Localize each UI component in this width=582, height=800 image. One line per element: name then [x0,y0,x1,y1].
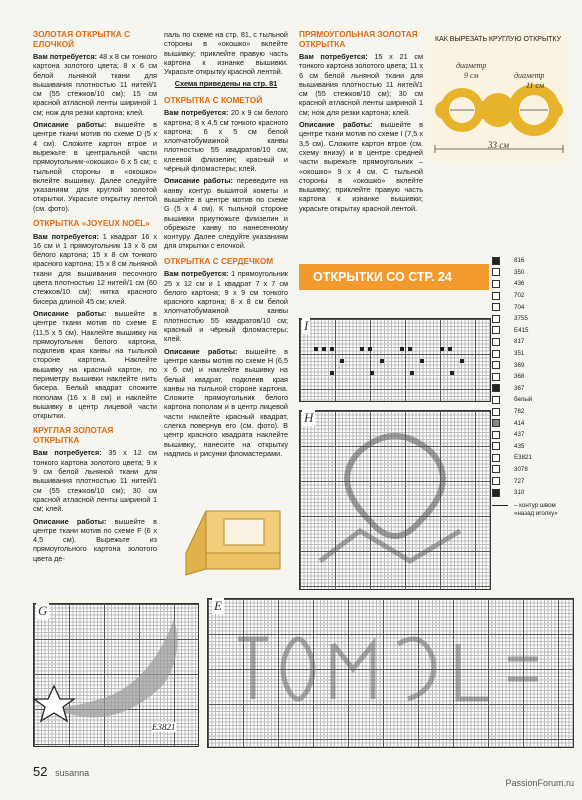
legend-row [492,359,572,371]
text: 1 прямоугольник 25 х 12 см и 1 квадрат 7 х 7 см белого картона; 9 х 9 см тонкого красного картона; 8 х 8 см белой хлопчатобумажной канвы плотностью 55 квадратов/10 см; красный и чёрный фломастеры; клей. [164,269,288,344]
legend-row [492,429,572,441]
legend-code: 351 [514,350,525,358]
legend-code: E415 [514,326,529,334]
legend-row [492,290,572,302]
legend-code: 310 [514,489,525,497]
swatch [492,292,500,300]
text: вышейте в центре канвы мотив по схеме H (6,5 х 6 см) и наклейте вышивку на белый квадрат, подклеив края канвы на тыльной стороне картона. Сложите прямоугольник белого картона пополам и в центр лицевой части наклейте красный квадрат, слегка повернув его (см. фото). В центр красного квадрата наклейте вышивку; нанесите на открытку надпись и рисунки фломастерами. [164,346,288,458]
chart-i-motif [300,319,490,401]
section-title: КРУГЛАЯ ЗОЛОТАЯ ОТКРЫТКА [33,425,114,445]
diameter-label-1: диаметр [456,61,487,70]
label: Описание работы: [33,308,107,318]
legend-code: 369 [514,361,525,369]
text: вышейте в центре ткани мотив по схеме F (6 х 4,5 см). Вырежьте из прямоугольного картона золотого цвета де- [33,516,157,563]
legend-row [492,406,572,418]
legend-row [492,383,572,395]
swatch [492,268,500,276]
cut-diagram-title: КАК ВЫРЕЗАТЬ КРУГЛУЮ ОТКРЫТКУ [435,36,562,43]
section-title: ЗОЛОТАЯ ОТКРЫТКА С ЕЛОЧКОЙ [33,29,131,49]
legend-code: 437 [514,431,525,439]
label: Вам потребуется: [164,269,229,279]
chart-h-label: H [304,410,314,425]
swatch [492,419,500,427]
section-title: ОТКРЫТКА С СЕРДЕЧКОМ [164,255,274,266]
swatch [492,489,500,497]
chart-i [299,318,491,402]
chart-e [207,598,574,748]
swatch [492,396,500,404]
legend-code: 762 [514,408,525,416]
swatch [492,280,500,288]
section-title: ОТКРЫТКА С КОМЕТОЙ [164,94,263,105]
swatch [492,373,500,381]
legend-code: 704 [514,303,525,311]
legend [492,255,572,517]
swatch [492,477,500,485]
page-number: 52 [33,764,48,779]
swatch [492,454,500,462]
diameter-value-2: 11 см [526,81,545,90]
swatch [492,315,500,323]
chart-g-label: G [38,603,48,618]
legend-row [492,301,572,313]
text: 35 х 12 см тонкого картона золотого цвета; 9 х 9 см белой льняной ткани для вышивания плотностью 11 нитей/1 см (55 стежков/10 см); 30 см красной атласной ленты шириной 1 см; клей. [33,448,157,514]
legend-row [492,278,572,290]
text: вышейте в центре ткани мотив по схеме D (5 х 4 см). Сложите картон втрое и вырежьте в центральной части прямоугольник-«окошко» 6 х 5 см; с тыльной стороны в «окошко» вклейте вышивку. Далее следуйте указаниям для круглой золотой открытки. Украсьте открытку лентой (см. фото). [33,120,157,213]
text: паль по схеме на стр. 81, с тыльной стороны в «окошко» вклейте вышивку; приклейте правую часть картона к изнанке вышивки. Украсьте открытку красной лентой. [164,30,288,77]
chart-e-motif [208,599,573,747]
legend-code: 367 [514,384,525,392]
swatch [492,361,500,369]
chart-g [33,603,199,747]
legend-code: 702 [514,292,525,300]
swatch [492,384,500,392]
legend-code: 3755 [514,315,528,323]
outline-line-icon [492,505,508,506]
legend-row [492,267,572,279]
swatch [492,257,500,265]
swatch [492,465,500,473]
label: Вам потребуется: [33,52,98,61]
legend-outline-note [492,502,572,517]
legend-code: 436 [514,280,525,288]
column-2 [164,30,288,461]
legend-row [492,348,572,360]
chart-i-label: I [304,318,309,333]
chart-h [299,410,491,590]
legend-code: E3821 [514,454,532,462]
legend-code: белый [514,396,533,404]
brand-name: susanna [55,768,90,778]
watermark: PassionForum.ru [505,778,574,788]
text: 15 х 21 см тонкого картона золотого цвета; 11 х 6 см белой льняной ткани для вышивания плотностью 11 нитей/1 см (55 стежков/10 см); 30 см красной атласной ленты шириной 1 см; нож для резки картона; клей. [299,52,423,117]
legend-row [492,255,572,267]
legend-row [492,417,572,429]
section-title: ПРЯМОУГОЛЬНАЯ ЗОЛОТАЯ ОТКРЫТКА [299,29,418,49]
legend-row [492,487,572,499]
label: Вам потребуется: [33,231,99,241]
label: Вам потребуется: [33,448,102,458]
text: переведите на канву контур вышитой кометы и вышейте в центре мотив по схеме G (5 х 4 см). К тыльной стороне вышивки приутюжьте флизелин и обрежьте канву по нанесенному контуру. Далее следуйте указаниям для открытки с елочкой. [164,176,288,251]
cut-diagram [430,33,568,161]
label: Вам потребуется: [164,108,229,118]
legend-row [492,313,572,325]
legend-row [492,325,572,337]
column-3 [299,30,423,216]
legend-code: 816 [514,257,525,265]
label: Описание работы: [164,176,233,186]
page-footer [33,764,89,779]
text: 48 х 8 см тонкого картона золотого цвета; 8 х 6 см белой льняной ткани для вышивания плотностью 11 нитей/1 см (55 стежков/10 см); 15 см красной атласной ленты шириной 1 см; нож для резки картона; клей. [33,52,157,117]
label: Описание работы: [33,120,107,130]
legend-code: 817 [514,338,525,346]
chart-h-motif [300,411,490,589]
legend-row [492,394,572,406]
label: Описание работы: [164,346,238,356]
chart-e-label: E [214,598,222,613]
swatch [492,350,500,358]
swatch [492,431,500,439]
label: Описание работы: [299,120,373,130]
legend-code: 414 [514,419,525,427]
label: Вам потребуется: [299,52,368,61]
legend-row [492,475,572,487]
legend-row [492,452,572,464]
legend-row [492,371,572,383]
legend-code: 350 [514,268,525,276]
diameter-value-1: 9 см [464,71,479,80]
swatch [492,442,500,450]
label: Описание работы: [33,516,107,526]
legend-row [492,441,572,453]
chart-g-code: E3821 [152,722,176,732]
legend-code: 3078 [514,465,528,473]
text: 20 х 9 см белого картона; 8 х 4,5 см тонкого красного картона; 6 х 5 см белой хлопчатобумажной канвы плотностью 55 квадратов/10 см; клеевой флизелин; красный и чёрный фломастеры; клей. [164,108,288,174]
width-label: 33 см [488,140,509,150]
legend-row [492,336,572,348]
text: 1 квадрат 16 х 16 см и 1 прямоугольник 13 х 6 см белого картона; 15 х 8 см тонкого красного картона; 15 х 8 см льняной ткани для вышивания песочного цвета плотностью 12 нитей/1 см (60 стежков/10 см); нитка красного бисера длиной 45 см; клей. [33,231,157,306]
diameter-label-2: диаметр [514,71,545,80]
legend-note-text: – контур швом «назад иголку» [514,502,558,517]
legend-row [492,464,572,476]
legend-code: 435 [514,442,525,450]
swatch [492,408,500,416]
folded-card-illustration [180,505,285,577]
legend-code: 368 [514,373,525,381]
text: вышейте в центре ткани мотив по схеме I (7,5 х 3,5 см). Сложите картон втрое (см. схему внизу) и в центре средней части вырежьте прямоугольник – «окошко» 9 х 4 см. С тыльной стороны в «окошко» вклейте вышивку; приклейте правую часть картона к изнанке вышивки; украсьте открытку красной лентой. [299,120,423,213]
swatch [492,326,500,334]
text: вышейте в центре ткани мотив по схеме E (11,5 х 5 см). Наклейте вышивку на прямоугольник белого картона, подклеив края канвы на тыльной стороне картона. Наклейте вышивку на красный картон, по периметру вышивки наклейте нить бисера. Белый квадрат сложите пополам (16 х 8 см) и наклейте вышивку в центр лицевой части открытки. [33,308,157,421]
swatch [492,303,500,311]
section-banner: ОТКРЫТКИ СО СТР. 24 [299,264,489,290]
section-title: ОТКРЫТКА «JOYEUX NOËL» [33,218,150,229]
column-1 [33,30,157,566]
schema-note: Схема приведены на стр. 81 [174,79,278,89]
legend-code: 727 [514,477,525,485]
swatch [492,338,500,346]
